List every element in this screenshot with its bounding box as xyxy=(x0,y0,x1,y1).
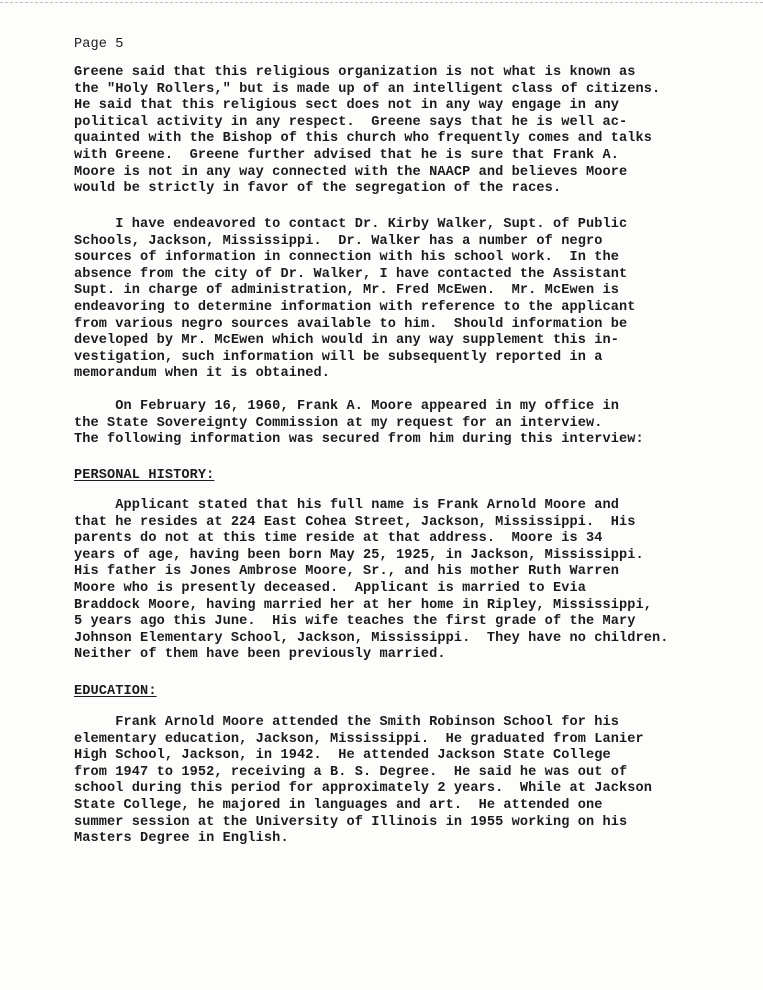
page-top-border xyxy=(0,2,763,3)
text-line: from various negro sources available to him. Should information be xyxy=(74,316,628,332)
text-line: Neither of them have been previously married. xyxy=(74,647,446,663)
text-line: State College, he majored in languages and art. He attended one xyxy=(74,797,603,813)
text-line: from 1947 to 1952, receiving a B. S. Degree. He said he was out of xyxy=(74,764,628,780)
page-number: Page 5 xyxy=(74,37,124,52)
text-line: Braddock Moore, having married her at her home in Ripley, Mississippi, xyxy=(74,597,653,613)
heading-personal-history: PERSONAL HISTORY: xyxy=(74,468,215,483)
text-line: elementary education, Jackson, Mississippi. He graduated from Lanier xyxy=(74,731,644,747)
text-line: 5 years ago this June. His wife teaches the first grade of the Mary xyxy=(74,614,636,630)
text-line: Applicant stated that his full name is Frank Arnold Moore and xyxy=(74,498,619,513)
text-line: quainted with the Bishop of this church who frequently comes and talks xyxy=(74,131,653,147)
text-line: endeavoring to determine information with reference to the applicant xyxy=(74,299,636,315)
text-line: On February 16, 1960, Frank A. Moore appeared in my office in xyxy=(74,399,619,414)
text-line: Supt. in charge of administration, Mr. Fred McEwen. Mr. McEwen is xyxy=(74,283,619,299)
paragraph-personal-history xyxy=(74,498,744,664)
text-line: summer session at the University of Illinois in 1955 working on his xyxy=(74,814,628,830)
text-line: Moore who is presently deceased. Applicant is married to Evia xyxy=(74,580,586,596)
text-line: The following information was secured from him during this interview: xyxy=(74,432,644,448)
text-line: High School, Jackson, in 1942. He attended Jackson State College xyxy=(74,748,611,764)
text-line: would be strictly in favor of the segregation of the races. xyxy=(74,181,562,197)
text-line: He said that this religious sect does not in any way engage in any xyxy=(74,98,619,114)
heading-education: EDUCATION: xyxy=(74,684,157,699)
text-line: memorandum when it is obtained. xyxy=(74,366,330,382)
text-line: His father is Jones Ambrose Moore, Sr., and his mother Ruth Warren xyxy=(74,564,619,580)
text-line: sources of information in connection with his school work. In the xyxy=(74,250,619,266)
text-line: I have endeavored to contact Dr. Kirby Walker, Supt. of Public xyxy=(74,217,628,232)
paragraph-walker-contact xyxy=(74,217,744,383)
text-line: Frank Arnold Moore attended the Smith Robinson School for his xyxy=(74,715,619,730)
text-line: absence from the city of Dr. Walker, I have contacted the Assistant xyxy=(74,266,628,282)
text-line: parents do not at this time reside at that address. Moore is 34 xyxy=(74,531,603,547)
text-line: Schools, Jackson, Mississippi. Dr. Walker has a number of negro xyxy=(74,233,603,249)
text-line: with Greene. Greene further advised that he is sure that Frank A. xyxy=(74,147,619,163)
text-line: the State Sovereignty Commission at my request for an interview. xyxy=(74,415,603,431)
text-line: school during this period for approximately 2 years. While at Jackson xyxy=(74,781,653,797)
text-line: years of age, having been born May 25, 1925, in Jackson, Mississippi. xyxy=(74,547,644,563)
text-line: developed by Mr. McEwen which would in any way supplement this in- xyxy=(74,333,619,349)
text-line: Johnson Elementary School, Jackson, Mississippi. They have no children. xyxy=(74,630,669,646)
paragraph-interview xyxy=(74,399,744,449)
paragraph-education xyxy=(74,715,744,848)
text-line: Moore is not in any way connected with the NAACP and believes Moore xyxy=(74,164,628,180)
text-line: political activity in any respect. Greene says that he is well ac- xyxy=(74,114,628,130)
text-line: vestigation, such information will be subsequently reported in a xyxy=(74,349,603,365)
text-line: that he resides at 224 East Cohea Street, Jackson, Mississippi. His xyxy=(74,514,636,530)
text-line: Masters Degree in English. xyxy=(74,831,289,847)
text-line: Greene said that this religious organization is not what is known as xyxy=(74,65,636,80)
text-line: the "Holy Rollers," but is made up of an intelligent class of citizens. xyxy=(74,81,661,97)
paragraph-greene xyxy=(74,65,744,198)
